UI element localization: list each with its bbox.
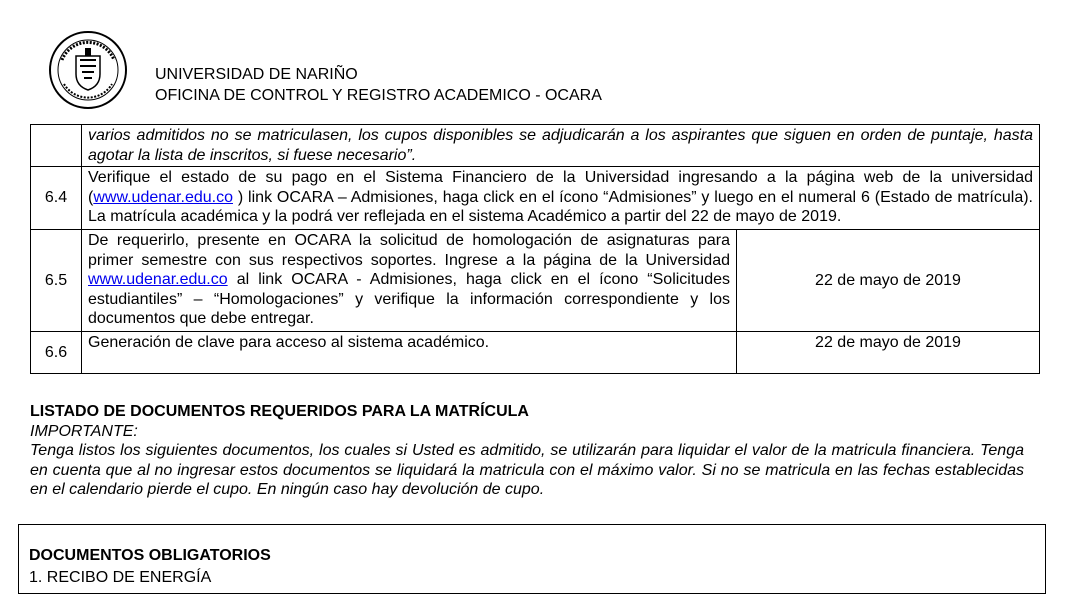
row-text: Generación de clave para acceso al sistema académico. [82,332,737,374]
row-number: 6.4 [31,167,82,230]
row-number: 6.5 [31,230,82,332]
university-seal-icon [48,30,128,110]
table-row [31,332,1040,374]
important-paragraph: Tenga listos los siguientes documentos, los cuales si Usted es admitido, se utilizarán para liquidar el valor de la matricula financiera. Tenga en cuenta que al no ingresar estos documentos se liquidará la matricula con el máximo valor. Si no se matricula en las fechas establecidas en el calendario pierde el cupo. En ningún caso hay devolución de cupo. [30,442,1024,498]
row-text: varios admitidos no se matriculasen, los cupos disponibles se adjudicarán a los aspirantes que siguen en orden de puntaje, hasta agotar la lista de inscritos, si fuese necesario”. [82,125,1040,167]
header-university-name: UNIVERSIDAD DE NARIÑO [155,66,358,83]
row-number: 6.6 [31,332,82,374]
row-text-post: al link OCARA - Admisiones, haga click en el ícono “Solicitudes estudiantiles” – “Homologaciones” y verifique la información correspondiente y los documentos que debe entregar. [88,271,730,327]
table-row [31,125,1040,167]
row-text-pre: Verifique el estado de su pago en el Sistema Financiero de la Universidad ingresando a la página web de la universidad ( [88,169,1033,206]
row-text [82,167,1040,230]
table-row [31,230,1040,332]
header-office-name: OFICINA DE CONTROL Y REGISTRO ACADEMICO - OCARA [155,87,602,104]
udenar-link[interactable]: www.udenar.edu.co [88,271,228,288]
list-item: 1. RECIBO DE ENERGÍA [29,569,212,586]
udenar-link[interactable]: www.udenar.edu.co [93,188,233,206]
row-text-pre: De requerirlo, presente en OCARA la solicitud de homologación de asignaturas para primer semestre con sus respectivos soportes. Ingrese a la página de la Universidad [88,232,730,269]
steps-table [30,124,1040,374]
table-row [31,167,1040,230]
box-title: DOCUMENTOS OBLIGATORIOS [29,547,271,564]
row-date: 22 de mayo de 2019 [737,230,1040,332]
section-title: LISTADO DE DOCUMENTOS REQUERIDOS PARA LA MATRÍCULA [30,403,529,420]
row-text [82,230,737,332]
important-label: IMPORTANTE: [30,422,138,440]
row-number [31,125,82,167]
documents-section [30,402,1024,500]
mandatory-documents-box [18,524,1046,594]
row-date: 22 de mayo de 2019 [737,332,1040,374]
row-text-post: ) link OCARA – Admisiones, haga click en el ícono “Admisiones” y luego en el numeral 6 (Estado de matrícula). La matrícula académica y la podrá ver reflejada en el sistema Académico a partir del 22 de mayo de 2019. [88,188,1033,225]
